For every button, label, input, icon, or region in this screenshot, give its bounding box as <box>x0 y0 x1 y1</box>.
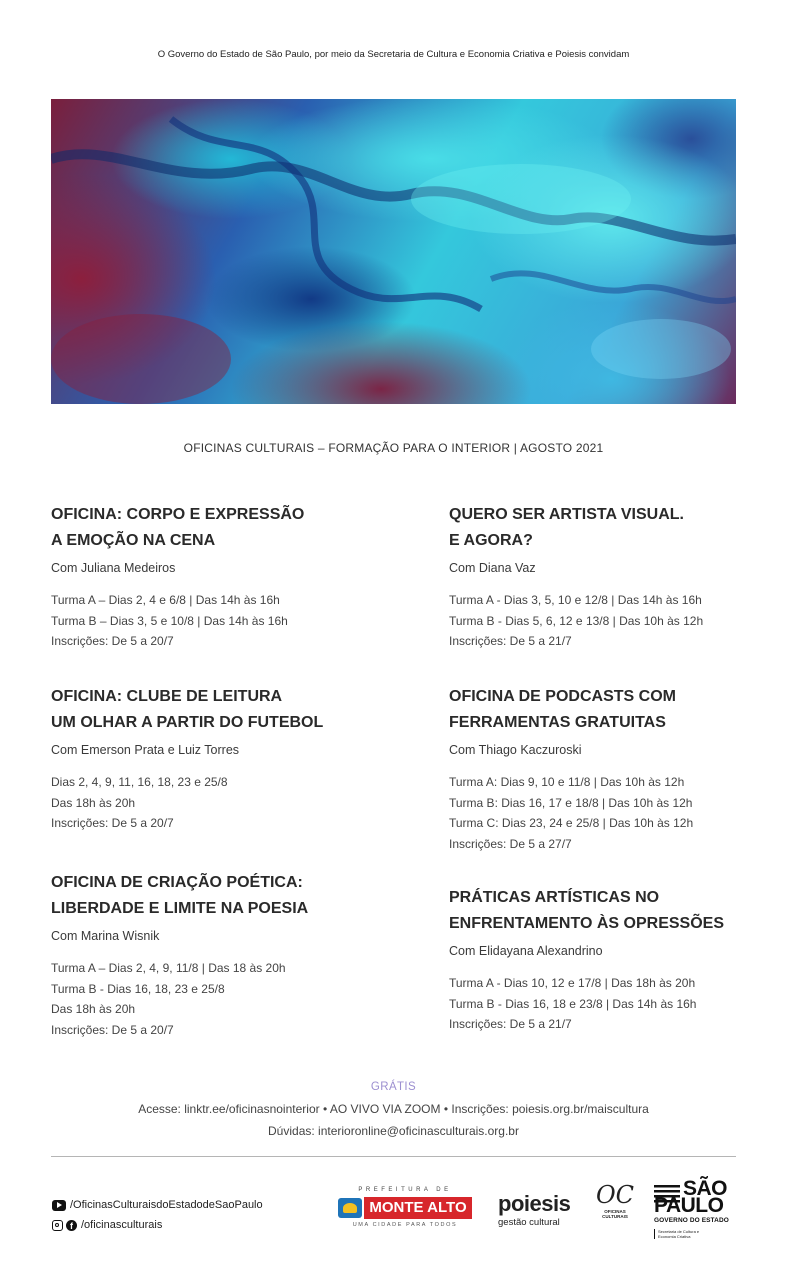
schedule-line: Inscrições: De 5 a 20/7 <box>51 816 174 830</box>
poiesis-name: poiesis <box>498 1191 571 1216</box>
workshop-teacher: Com Diana Vaz <box>449 561 536 575</box>
schedule-line: Turma A – Dias 2, 4 e 6/8 | Das 14h às 16h <box>51 593 280 607</box>
poiesis-logo <box>498 1193 578 1228</box>
workshop-title-line-1: OFICINA DE PODCASTS COM <box>449 688 676 705</box>
schedule-line: Inscrições: De 5 a 20/7 <box>51 1022 174 1037</box>
workshop-title-line-1: OFICINA: CORPO E EXPRESSÃO <box>51 506 305 523</box>
workshop-artista-visual <box>449 502 779 652</box>
workshop-schedule <box>449 590 779 652</box>
schedule-line: Turma B – Dias 3, 5 e 10/8 | Das 14h às 16h <box>51 613 288 628</box>
schedule-line: Turma A - Dias 3, 5, 10 e 12/8 | Das 14h às 16h <box>449 593 702 607</box>
workshop-schedule <box>51 772 381 834</box>
edition-subtitle: OFICINAS CULTURAIS – FORMAÇÃO PARA O INTERIOR | AGOSTO 2021 <box>183 441 604 455</box>
sp-secretaria: Secretaria de Cultura e Economia Criativa <box>654 1229 718 1239</box>
youtube-link[interactable] <box>52 1195 263 1215</box>
workshop-title-line-2: FERRAMENTAS GRATUITAS <box>449 714 666 731</box>
schedule-line: Das 18h às 20h <box>51 1002 136 1016</box>
schedule-line: Das 18h às 20h <box>51 795 136 810</box>
schedule-line: Inscrições: De 5 a 21/7 <box>449 634 572 648</box>
monte-alto-emblem-icon <box>338 1198 362 1218</box>
workshop-clube-leitura <box>51 684 381 834</box>
social-links <box>52 1195 263 1235</box>
monte-alto-prefix: PREFEITURA DE <box>358 1187 452 1193</box>
monte-alto-name: MONTE ALTO <box>364 1197 471 1219</box>
workshop-title-line-1: QUERO SER ARTISTA VISUAL. <box>449 506 684 523</box>
sp-sao: SÃO <box>683 1177 728 1200</box>
schedule-line: Turma A - Dias 10, 12 e 17/8 | Das 18h às 20h <box>449 976 696 990</box>
monte-alto-logo <box>334 1187 476 1233</box>
schedule-line: Turma A: Dias 9, 10 e 11/8 | Das 10h às 12h <box>449 775 685 789</box>
workshop-teacher: Com Emerson Prata e Luiz Torres <box>51 743 240 757</box>
oficinas-culturais-logo <box>595 1181 635 1219</box>
workshop-title-line-1: OFICINA DE CRIAÇÃO POÉTICA: <box>51 874 303 891</box>
poiesis-subtitle: gestão cultural <box>498 1217 560 1228</box>
schedule-line: Turma A – Dias 2, 4, 9, 11/8 | Das 18 às 20h <box>51 961 286 975</box>
workshop-title <box>449 684 779 736</box>
schedule-line: Inscrições: De 5 a 20/7 <box>51 634 174 648</box>
intro-line: O Governo do Estado de São Paulo, por meio da Secretaria de Cultura e Economia Criativa e Poiesis convidam <box>157 49 630 60</box>
workshop-title-line-2: A EMOÇÃO NA CENA <box>51 532 216 549</box>
workshop-schedule <box>51 958 381 1040</box>
workshop-title <box>51 502 381 554</box>
instagram-icon <box>52 1220 63 1231</box>
workshop-schedule <box>449 772 779 854</box>
workshop-title-line-2: E AGORA? <box>449 532 533 549</box>
schedule-line: Turma B - Dias 16, 18 e 23/8 | Das 14h às 16h <box>449 996 697 1011</box>
youtube-handle: /OficinasCulturaisdoEstadodeSaoPaulo <box>70 1199 263 1211</box>
hero-image <box>51 99 736 404</box>
schedule-line: Inscrições: De 5 a 21/7 <box>449 1017 572 1031</box>
workshop-teacher: Com Juliana Medeiros <box>51 561 176 575</box>
schedule-line: Dias 2, 4, 9, 11, 16, 18, 23 e 25/8 <box>51 775 228 789</box>
access-info: Acesse: linktr.ee/oficinasnointerior • AO VIVO VIA ZOOM • Inscrições: poiesis.org.br/maiscultura <box>138 1102 649 1116</box>
footer-divider <box>51 1156 736 1157</box>
sp-gov: GOVERNO DO ESTADO <box>654 1217 729 1224</box>
schedule-line: Turma B - Dias 5, 6, 12 e 13/8 | Das 10h às 12h <box>449 613 704 628</box>
workshop-podcasts <box>449 684 779 854</box>
workshop-title <box>51 870 381 922</box>
oc-mark: OC <box>595 1181 635 1209</box>
sp-paulo: PAULO <box>654 1194 724 1217</box>
workshop-title <box>51 684 381 736</box>
workshop-praticas-artisticas <box>449 885 779 1035</box>
schedule-line: Inscrições: De 5 a 27/7 <box>449 836 572 851</box>
facebook-icon: f <box>66 1220 77 1231</box>
monte-alto-slogan: UMA CIDADE PARA TODOS <box>352 1222 458 1228</box>
workshop-criacao-poetica <box>51 870 381 1040</box>
contact-email: Dúvidas: interioronline@oficinasculturais.org.br <box>268 1124 519 1138</box>
workshop-title-line-1: PRÁTICAS ARTÍSTICAS NO <box>449 889 660 906</box>
workshop-title-line-2: ENFRENTAMENTO ÀS OPRESSÕES <box>449 915 724 932</box>
oc-text: OFICINAS CULTURAIS <box>602 1209 628 1219</box>
instagram-facebook-link[interactable] <box>52 1215 263 1235</box>
free-label: GRÁTIS <box>370 1081 417 1093</box>
workshop-schedule <box>449 973 779 1035</box>
schedule-line: Turma C: Dias 23, 24 e 25/8 | Das 10h às 12h <box>449 816 694 830</box>
youtube-icon <box>52 1200 66 1211</box>
workshop-title-line-2: LIBERDADE E LIMITE NA POESIA <box>51 900 309 917</box>
workshop-teacher: Com Thiago Kaczuroski <box>449 743 582 757</box>
workshop-corpo-expressao <box>51 502 381 652</box>
workshop-title-line-1: OFICINA: CLUBE DE LEITURA <box>51 688 283 705</box>
workshop-schedule <box>51 590 381 652</box>
schedule-line: Turma B - Dias 16, 18, 23 e 25/8 <box>51 981 225 996</box>
workshop-teacher: Com Marina Wisnik <box>51 929 160 943</box>
workshop-title-line-2: UM OLHAR A PARTIR DO FUTEBOL <box>51 714 324 731</box>
workshop-title <box>449 885 779 937</box>
workshop-teacher: Com Elidayana Alexandrino <box>449 944 603 958</box>
instagram-facebook-handle: /oficinasculturais <box>81 1219 163 1231</box>
workshop-title <box>449 502 779 554</box>
schedule-line: Turma B: Dias 16, 17 e 18/8 | Das 10h às 12h <box>449 795 693 810</box>
